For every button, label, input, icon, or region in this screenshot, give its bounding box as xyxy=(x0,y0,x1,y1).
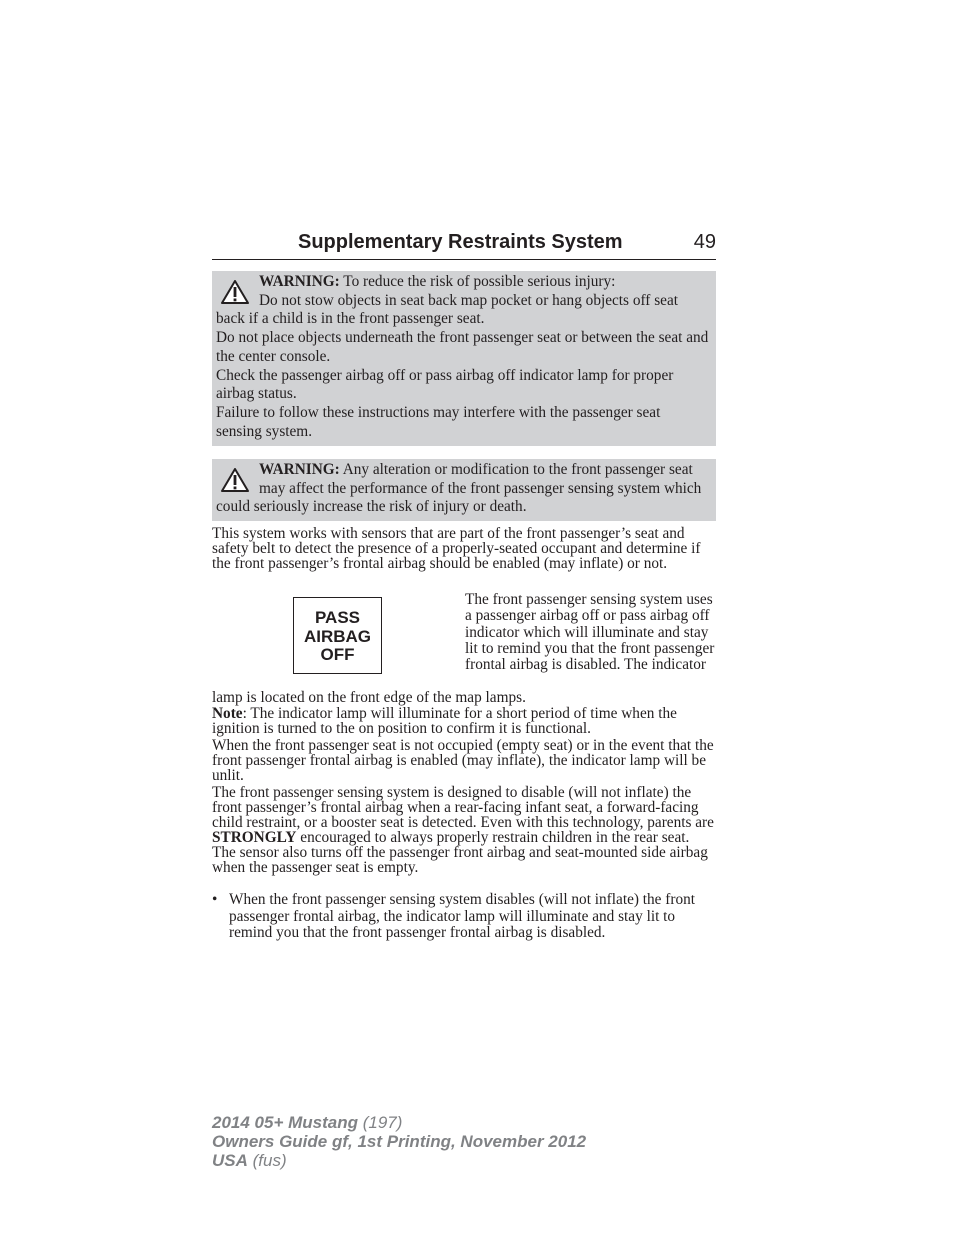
indicator-line: OFF xyxy=(320,645,355,664)
warning-body-text: Any alteration or modification to the front passenger seat may affect the performance of the front passenger sensing system which could seriously increase the risk of injury or death. xyxy=(216,461,702,516)
warning-line: Do not stow objects in seat back map pocket or hang objects off seat back if a child is in the front passenger seat. xyxy=(216,291,678,328)
paragraph-text: encouraged to always properly restrain children in the rear seat. The sensor also turns off the passenger front airbag and seat-mounted side airbag when the passenger seat is empty. xyxy=(212,829,708,876)
warning-line: Failure to follow these instructions may interfere with the passenger seat sensing system. xyxy=(216,403,661,440)
page-header xyxy=(212,229,716,260)
footer-region: USA xyxy=(212,1151,248,1170)
bullet-item xyxy=(212,892,716,942)
footer-line xyxy=(212,1151,586,1170)
pass-airbag-off-indicator xyxy=(293,597,382,674)
main-text-block xyxy=(212,690,716,875)
section-title: Supplementary Restraints System xyxy=(298,231,623,253)
strong-text: STRONGLY xyxy=(212,829,297,846)
indicator-line: PASS xyxy=(314,608,361,627)
indicator-line: AIRBAG xyxy=(303,626,372,646)
warning-label: WARNING: xyxy=(259,461,340,478)
footer-line xyxy=(212,1113,586,1132)
page-number: 49 xyxy=(693,231,716,253)
warning-intro-text: To reduce the risk of possible serious injury: xyxy=(343,273,616,290)
warning-line: Do not place objects underneath the front passenger seat or between the seat and the center console. xyxy=(216,329,709,365)
bullet-marker: • xyxy=(212,891,218,908)
footer-model: 2014 05+ Mustang xyxy=(212,1113,358,1132)
note-label: Note xyxy=(212,705,243,722)
page-footer xyxy=(212,1113,586,1170)
paragraph: When the front passenger seat is not occupied (empty seat) or in the event that the front passenger frontal airbag is enabled (may inflate), the indicator lamp will be unlit. xyxy=(212,737,714,784)
warning-text xyxy=(216,461,710,517)
paragraph: lamp is located on the front edge of the map lamps. xyxy=(212,689,526,706)
paragraph: This system works with sensors that are part of the front passenger’s seat and safety belt to detect the presence of a properly-seated occupant and determine if the front passenger’s frontal airbag should be enabled (may inflate) or not. xyxy=(212,525,701,572)
warning-box-2 xyxy=(212,459,716,521)
warning-label: WARNING: xyxy=(259,273,340,290)
warning-triangle-icon xyxy=(216,273,258,309)
warning-intro xyxy=(216,273,710,292)
footer-code: (197) xyxy=(362,1113,403,1132)
footer-printing: Owners Guide gf, 1st Printing, November 2012 xyxy=(212,1132,587,1151)
warning-triangle-icon xyxy=(216,461,258,497)
warning-line: Check the passenger airbag off or pass airbag off indicator lamp for proper airbag status. xyxy=(216,366,674,403)
footer-line xyxy=(212,1132,586,1151)
warning-box-1 xyxy=(212,271,716,446)
bullet-text: When the front passenger sensing system disables (will not inflate) the front passenger frontal airbag, the indicator lamp will illuminate and stay lit to remind you that the front passenger frontal airbag is disabled. xyxy=(229,891,696,941)
intro-paragraph-block xyxy=(212,526,716,571)
indicator-description: The front passenger sensing system uses a passenger airbag off or pass airbag off indicator which will illuminate and stay lit to remind you that the front passenger frontal airbag is disabled. The indicator xyxy=(465,591,715,674)
note-text: : The indicator lamp will illuminate for a short period of time when the ignition is turned to the on position to confirm it is functional. xyxy=(212,705,677,737)
paragraph xyxy=(212,785,716,875)
footer-region-code: (fus) xyxy=(252,1151,287,1170)
note-paragraph xyxy=(212,706,716,736)
paragraph-text: The front passenger sensing system is designed to disable (will not inflate) the front passenger’s frontal airbag when a rear-facing infant seat, a forward-facing child restraint, or a booster seat is detected. Even with this technology, parents are xyxy=(212,784,714,831)
